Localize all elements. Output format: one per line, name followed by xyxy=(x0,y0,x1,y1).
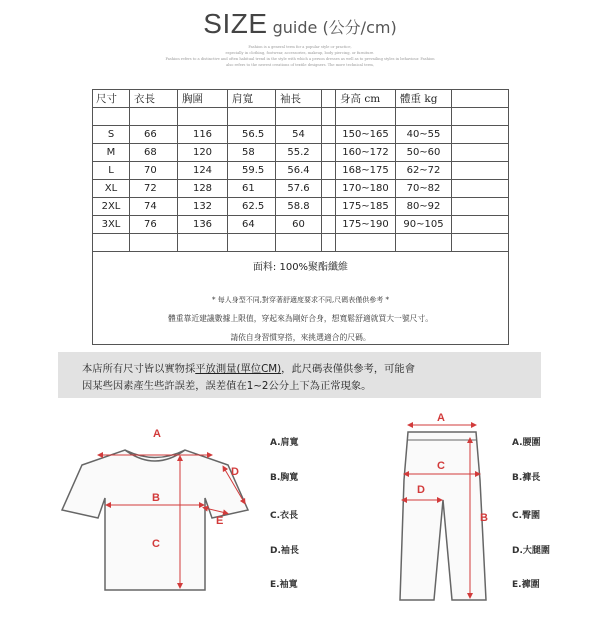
table-cell: 132 xyxy=(178,198,228,216)
table-cell: 168~175 xyxy=(336,162,396,180)
disclaimer-box xyxy=(58,352,541,398)
column-header: 袖長 xyxy=(276,90,322,108)
shirt-letter-c: C xyxy=(152,538,160,550)
table-cell: 72 xyxy=(130,180,178,198)
pants-label-d: D.大腿圍 xyxy=(512,546,550,556)
shirt-letter-a: A xyxy=(153,428,161,440)
notes-box xyxy=(92,251,509,345)
table-spacer-row xyxy=(93,234,509,252)
weight-note: 體重靠近建議數據上限值，穿起來為剛好合身，想寬鬆舒適就買大一號尺寸。 xyxy=(167,314,434,323)
pants-label-a: A.腰圍 xyxy=(512,438,541,448)
table-cell: 136 xyxy=(178,216,228,234)
table-cell: 116 xyxy=(178,126,228,144)
table-cell: 60 xyxy=(276,216,322,234)
table-cell: 56.5 xyxy=(228,126,276,144)
table-cell: S xyxy=(93,126,130,144)
disclaimer-line-2: 因某些因素產生些許誤差，誤差值在1~2公分上下為正常現象。 xyxy=(82,380,372,392)
table-cell xyxy=(322,198,336,216)
table-cell xyxy=(322,126,336,144)
table-cell: 54 xyxy=(276,126,322,144)
table-cell: 58.8 xyxy=(276,198,322,216)
table-cell xyxy=(322,216,336,234)
size-table xyxy=(92,89,509,252)
table-cell: 70~82 xyxy=(396,180,452,198)
pants-label-b: B.褲長 xyxy=(512,473,541,483)
shirt-label-d: D.袖長 xyxy=(270,546,299,556)
tagline-line: Fashion is a general term for a popular style or practice, xyxy=(248,45,352,49)
table-cell: 66 xyxy=(130,126,178,144)
table-row xyxy=(93,180,509,198)
diagram-drawing xyxy=(0,410,600,623)
column-header: 體重 kg xyxy=(396,90,452,108)
column-header: 肩寬 xyxy=(228,90,276,108)
column-header: 胸圍 xyxy=(178,90,228,108)
shirt-letter-b: B xyxy=(152,492,160,504)
tagline xyxy=(0,44,600,68)
table-row xyxy=(93,216,509,234)
table-cell xyxy=(452,216,509,234)
column-header: 尺寸 xyxy=(93,90,130,108)
table-cell: 56.4 xyxy=(276,162,322,180)
shirt-label-a: A.肩寬 xyxy=(270,438,299,448)
table-row xyxy=(93,144,509,162)
table-cell: 74 xyxy=(130,198,178,216)
disclaimer-text: ，此尺碼表僅供參考，可能會 xyxy=(281,363,416,375)
table-spacer-row xyxy=(93,108,509,126)
table-row xyxy=(93,126,509,144)
table-cell: 175~190 xyxy=(336,216,396,234)
table-cell: 62~72 xyxy=(396,162,452,180)
table-header-row xyxy=(93,90,509,108)
pants-letter-b: B xyxy=(480,512,488,524)
table-cell: 90~105 xyxy=(396,216,452,234)
tagline-line: also refers to the newest creations of textile designers. The more technical term, xyxy=(226,63,374,67)
table-cell: 128 xyxy=(178,180,228,198)
pants-letter-c: C xyxy=(437,460,445,472)
table-cell: 150~165 xyxy=(336,126,396,144)
table-cell: 68 xyxy=(130,144,178,162)
table-cell: L xyxy=(93,162,130,180)
measurement-diagram xyxy=(0,410,600,623)
table-cell xyxy=(452,144,509,162)
fit-note: * 每人身型不同,對穿著舒適度要求不同,尺碼表僅供參考 * xyxy=(212,296,389,304)
table-cell: 3XL xyxy=(93,216,130,234)
pants-letter-a: A xyxy=(437,412,445,424)
table-cell xyxy=(322,144,336,162)
table-row xyxy=(93,162,509,180)
column-header xyxy=(322,90,336,108)
table-cell: 2XL xyxy=(93,198,130,216)
title-size: SIZE xyxy=(203,8,268,39)
tagline-line: especially in clothing, footwear, accessories, makeup, body piercing, or furniture. xyxy=(225,51,375,55)
table-cell: 55.2 xyxy=(276,144,322,162)
table-row xyxy=(93,198,509,216)
pants-label-c: C.臀圍 xyxy=(512,511,541,521)
shirt-letter-d: D xyxy=(231,466,239,478)
choose-note: 請依自身習慣穿搭，來挑選適合的尺碼。 xyxy=(230,333,371,342)
table-cell: 57.6 xyxy=(276,180,322,198)
pants-outline xyxy=(400,432,486,600)
disclaimer-underline: 平放測量(單位CM) xyxy=(195,363,282,375)
shirt-label-c: C.衣長 xyxy=(270,511,299,521)
column-header: 身高 cm xyxy=(336,90,396,108)
table-cell: 124 xyxy=(178,162,228,180)
table-cell: 76 xyxy=(130,216,178,234)
tagline-line: Fashion refers to a distinctive and often habitual trend in the style with which a person dresses as well as to prevailing styles in behaviour. Fashion xyxy=(165,57,435,61)
shirt-letter-e: E xyxy=(216,515,224,527)
table-cell xyxy=(452,126,509,144)
disclaimer-text: 本店所有尺寸皆以實物採 xyxy=(82,363,196,375)
table-cell: 59.5 xyxy=(228,162,276,180)
pants-letter-d: D xyxy=(417,484,425,496)
table-cell xyxy=(452,162,509,180)
table-cell: 160~172 xyxy=(336,144,396,162)
shirt-label-e: E.袖寬 xyxy=(270,580,298,590)
table-cell xyxy=(322,180,336,198)
table-cell: 50~60 xyxy=(396,144,452,162)
table-cell: 120 xyxy=(178,144,228,162)
table-cell xyxy=(452,198,509,216)
disclaimer-line-1 xyxy=(82,360,415,375)
table-cell: 40~55 xyxy=(396,126,452,144)
table-cell: 80~92 xyxy=(396,198,452,216)
pants-label-e: E.褲圍 xyxy=(512,580,540,590)
table-cell xyxy=(322,162,336,180)
table-cell: 61 xyxy=(228,180,276,198)
page-title xyxy=(0,8,600,40)
table-cell: XL xyxy=(93,180,130,198)
table-cell xyxy=(452,180,509,198)
table-cell: 175~185 xyxy=(336,198,396,216)
column-header xyxy=(452,90,509,108)
fabric-note: 面料: 100%聚酯纖維 xyxy=(252,262,349,273)
table-cell: 58 xyxy=(228,144,276,162)
table-cell: 70 xyxy=(130,162,178,180)
title-guide: guide (公分/cm) xyxy=(272,18,397,37)
table-cell: 62.5 xyxy=(228,198,276,216)
table-cell: M xyxy=(93,144,130,162)
table-cell: 64 xyxy=(228,216,276,234)
column-header: 衣長 xyxy=(130,90,178,108)
table-cell: 170~180 xyxy=(336,180,396,198)
shirt-label-b: B.胸寬 xyxy=(270,473,299,483)
